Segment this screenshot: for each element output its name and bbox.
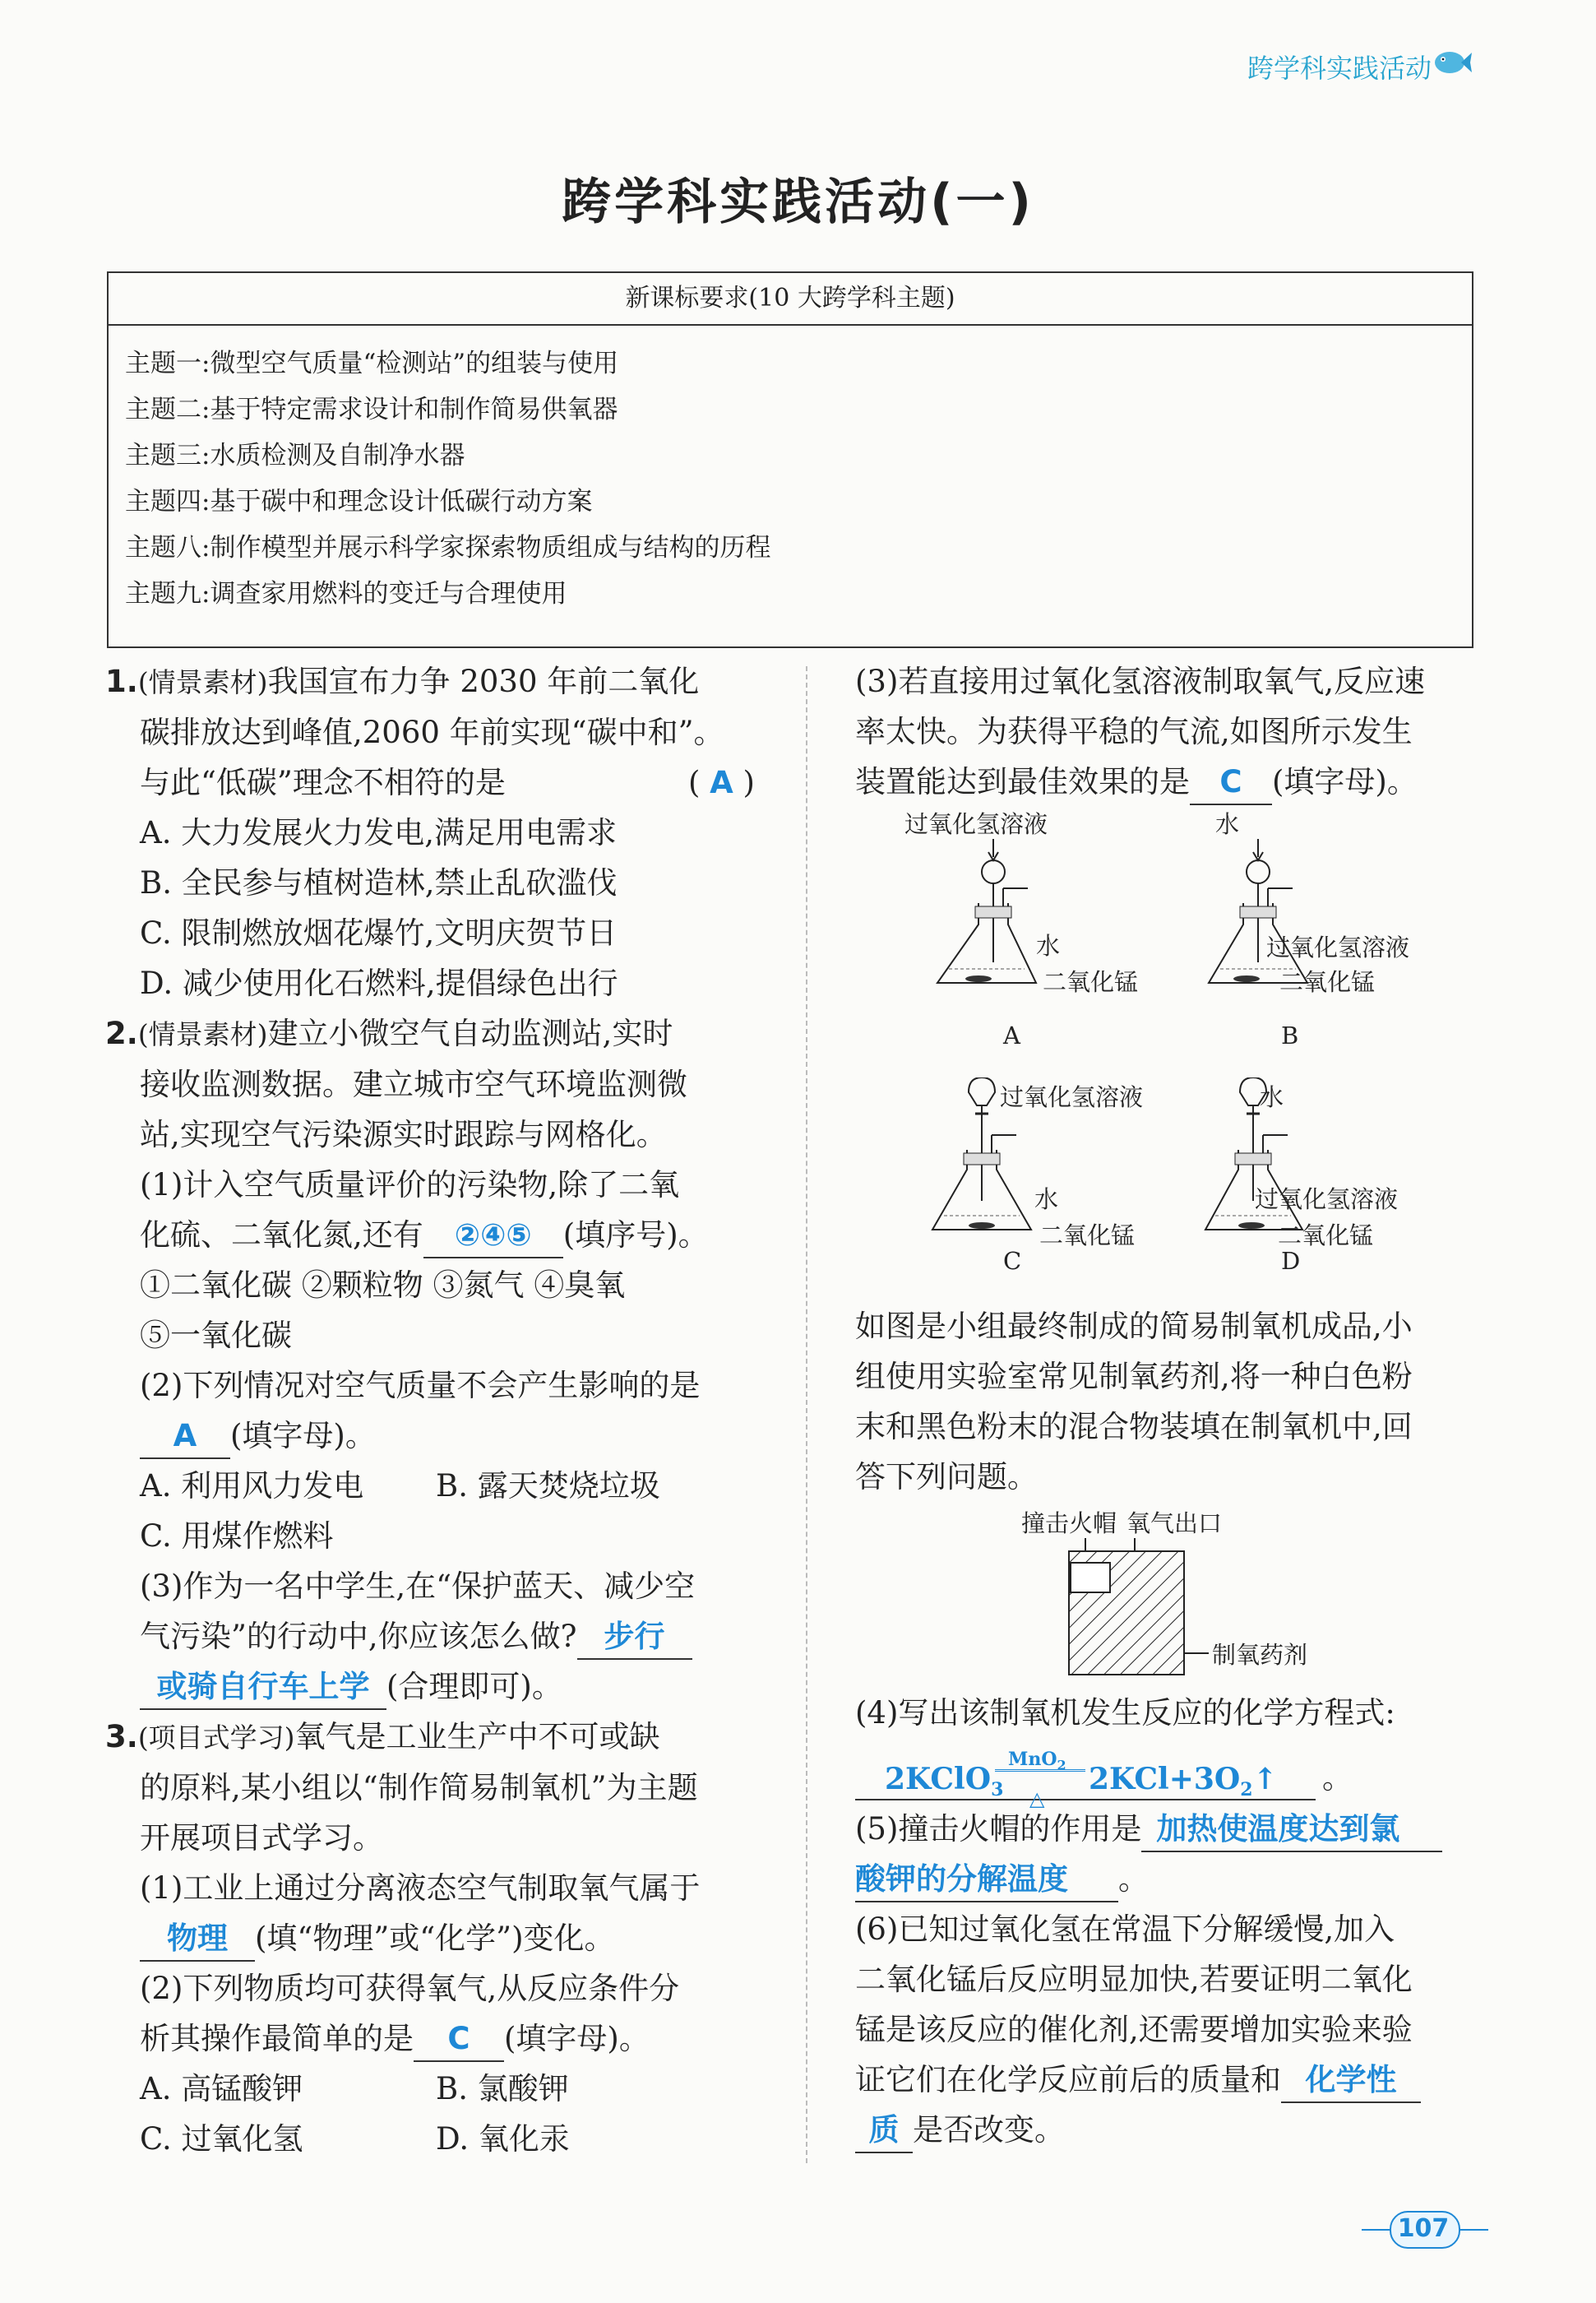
q3-part5-text: (5)撞击火帽的作用是 xyxy=(855,1811,1142,1847)
flask-a-top-label: 过氧化氢溶液 xyxy=(904,810,1048,838)
flask-d-bot-label: 二氧化锰 xyxy=(1278,1221,1374,1249)
q2-tag: (情景素材) xyxy=(137,1018,268,1050)
q3-part3-text: (填字母)。 xyxy=(1272,764,1418,799)
q3-number: 3. xyxy=(105,1719,138,1754)
q1-answer-bracket: ( A ) xyxy=(687,765,755,800)
q2-part3-line3 xyxy=(105,1661,763,1712)
q3-part5-answer: 酸钾的分解温度 xyxy=(855,1861,1068,1897)
q3-part2-text: 析其操作最简单的是 xyxy=(140,2021,414,2056)
q3-part6-text: 证它们在化学反应前后的质量和 xyxy=(855,2062,1281,2097)
q2-part3-answer: 步行 xyxy=(604,1619,665,1654)
equation-subscript: 2 xyxy=(1240,1779,1253,1801)
q3-part1-text: (1)工业上通过分离液态空气制取氧气属于 xyxy=(140,1870,701,1906)
requirement-item: 主题四:基于碳中和理念设计低碳行动方案 xyxy=(125,487,593,517)
q1-option: C. 限制燃放烟花爆竹,文明庆贺节日 xyxy=(140,915,618,951)
machine-intro xyxy=(855,1301,1480,1502)
q3-text: 的原料,某小组以“制作简易制氧机”为主题 xyxy=(140,1770,698,1805)
flask-b-mid-label: 过氧化氢溶液 xyxy=(1266,934,1410,962)
q2-part3-blank xyxy=(140,1666,386,1710)
machine-intro-text: 如图是小组最终制成的简易制氧机成品,小 xyxy=(855,1309,1413,1344)
requirement-item: 主题一:微型空气质量“检测站”的组装与使用 xyxy=(125,349,619,378)
q2-part2-line2 xyxy=(105,1411,763,1461)
q2-part1-answer: ②④⑤ xyxy=(454,1217,532,1253)
q3-part2-option: B. 氯酸钾 xyxy=(436,2071,569,2106)
q3-part1-blank xyxy=(140,1917,255,1962)
q2-part2-option: C. 用煤作燃料 xyxy=(140,1518,334,1554)
q3-part6-blank xyxy=(1281,2059,1421,2103)
q3-part3-text: 率太快。为获得平稳的气流,如图所示发生 xyxy=(855,714,1413,749)
q3-text: 氧气是工业生产中不可或缺 xyxy=(294,1719,660,1754)
apparatus-figure xyxy=(855,806,1480,1300)
flask-c-mid-label: 水 xyxy=(1034,1185,1059,1213)
requirement-item: 主题九:调查家用燃料的变迁与合理使用 xyxy=(125,579,567,609)
q3-part6-text: (6)已知过氧化氢在常温下分解缓慢,加入 xyxy=(855,1911,1395,1947)
machine-cap-label: 撞击火帽 xyxy=(1021,1509,1117,1537)
q2-part3-blank xyxy=(577,1615,692,1660)
fish-logo-icon xyxy=(1432,43,1473,81)
q2-part1-text: (填序号)。 xyxy=(562,1217,709,1253)
q1-tag: (情景素材) xyxy=(137,666,268,698)
machine-intro-text: 答下列问题。 xyxy=(855,1459,1038,1494)
running-header: 跨学科实践活动 xyxy=(1247,53,1432,84)
q3-line1 xyxy=(105,1712,763,1763)
q1-text: 碳排放达到峰值,2060 年前实现“碳中和”。 xyxy=(140,715,724,750)
q3-part4-equation-line xyxy=(855,1738,1480,1810)
flask-d-mid-label: 过氧化氢溶液 xyxy=(1255,1185,1399,1213)
q2-text: 建立小微空气自动监测站,实时 xyxy=(267,1016,673,1051)
equation-catalyst-text: MnO xyxy=(1008,1749,1057,1770)
q3-part2-option: C. 过氧化氢 xyxy=(140,2121,303,2157)
q3-part5-answer: 加热使温度达到氯 xyxy=(1156,1811,1400,1847)
q1-text: 与此“低碳”理念不相符的是 xyxy=(140,765,506,800)
q2-part1-options: ①二氧化碳 ②颗粒物 ③氮气 ④臭氧 xyxy=(140,1267,626,1303)
equation-product-text: 2KCl+3O xyxy=(1089,1762,1241,1796)
q2-part2-option: B. 露天焚烧垃圾 xyxy=(436,1468,660,1504)
q2-part2-option: A. 利用风力发电 xyxy=(140,1468,364,1504)
flask-c-top-label: 过氧化氢溶液 xyxy=(1000,1083,1144,1111)
q2-part1-text: 化硫、二氧化氮,还有 xyxy=(140,1217,423,1253)
machine-intro-text: 末和黑色粉末的混合物装填在制氧机中,回 xyxy=(855,1409,1413,1444)
q1-text: 我国宣布力争 2030 年前二氧化 xyxy=(267,664,700,699)
q3-parts-4-6 xyxy=(855,1688,1480,2155)
left-column xyxy=(105,656,763,2164)
machine-agent-label: 制氧药剂 xyxy=(1212,1641,1308,1669)
q2-part2-options xyxy=(105,1461,763,1511)
q2-part3-text: (合理即可)。 xyxy=(386,1669,562,1704)
equation-product xyxy=(1089,1754,1278,1815)
q3-part2-line2 xyxy=(105,2013,763,2064)
machine-intro-text: 组使用实验室常见制氧药剂,将一种白色粉 xyxy=(855,1359,1413,1394)
oxygen-machine-diagram xyxy=(1061,1538,1225,1686)
flask-b-bot-label: 二氧化锰 xyxy=(1279,968,1376,996)
equation-subscript: 3 xyxy=(991,1779,1004,1801)
q2-part1-text: (1)计入空气质量评价的污染物,除了二氧 xyxy=(140,1167,680,1202)
q2-part3-answer: 或骑自行车上学 xyxy=(156,1669,370,1704)
flask-a-bot-label: 二氧化锰 xyxy=(1043,968,1139,996)
flask-c-letter: C xyxy=(1003,1247,1022,1275)
flask-b-letter: B xyxy=(1281,1022,1299,1050)
right-column xyxy=(855,656,1480,807)
q3-part6-answer: 质 xyxy=(868,2112,900,2148)
column-divider xyxy=(806,666,807,2163)
q3-part3-text: 装置能达到最佳效果的是 xyxy=(855,764,1190,799)
q3-part6-text: 二氧化锰后反应明显加快,若要证明二氧化 xyxy=(855,1962,1413,1997)
equation-arrow-bar xyxy=(995,1769,1085,1772)
q3-part5-text: 。 xyxy=(1118,1861,1149,1897)
q3-part2-option: A. 高锰酸钾 xyxy=(140,2071,303,2106)
q2-number: 2. xyxy=(105,1016,138,1051)
q3-part6-line4 xyxy=(855,2055,1480,2105)
q1-option: B. 全民参与植树造林,禁止乱砍滥伐 xyxy=(140,865,618,901)
q3-tag: (项目式学习) xyxy=(137,1721,295,1754)
equation-subscript: 2 xyxy=(1057,1757,1066,1773)
q1-answer: A xyxy=(710,765,733,800)
flask-d-top-label: 水 xyxy=(1260,1083,1284,1111)
equation-reactant xyxy=(885,1754,1003,1815)
q2-part1-options: ⑤一氧化碳 xyxy=(140,1318,292,1353)
q3-part2-options xyxy=(105,2114,763,2164)
requirement-item: 主题八:制作模型并展示科学家探索物质组成与结构的历程 xyxy=(125,533,771,563)
requirements-heading: 新课标要求(10 大跨学科主题) xyxy=(109,273,1472,326)
requirements-box xyxy=(107,271,1473,648)
q3-part4-text: 。 xyxy=(1322,1760,1353,1796)
q3-part3-line3 xyxy=(855,757,1480,807)
q2-part3-line2 xyxy=(105,1611,763,1661)
q1-line1 xyxy=(105,656,763,707)
q3-part2-option: D. 氧化汞 xyxy=(436,2121,570,2157)
q3-part3-answer: C xyxy=(1219,764,1242,799)
q2-part2-answer: A xyxy=(173,1418,197,1453)
q1-line3 xyxy=(105,758,763,808)
q2-part1-line2 xyxy=(105,1210,763,1260)
q1-number: 1. xyxy=(105,664,138,699)
q1-option: A. 大力发展火力发电,满足用电需求 xyxy=(140,815,618,850)
flask-a-diagram xyxy=(921,839,1044,1003)
q2-text: 站,实现空气污染源实时跟踪与网格化。 xyxy=(140,1117,667,1152)
q2-part2-text: (2)下列情况对空气质量不会产生影响的是 xyxy=(140,1368,701,1403)
q3-part3-blank xyxy=(1190,761,1272,805)
q3-part6-text: 是否改变。 xyxy=(913,2112,1065,2148)
q3-part6-answer: 化学性 xyxy=(1305,2062,1397,2097)
q3-part6-text: 锰是该反应的催化剂,还需要增加实验来验 xyxy=(855,2012,1413,2047)
requirement-item: 主题二:基于特定需求设计和制作简易供氧器 xyxy=(125,395,618,424)
requirements-list xyxy=(109,326,1472,617)
q3-text: 开展项目式学习。 xyxy=(140,1820,383,1856)
flask-b-top-label: 水 xyxy=(1215,810,1240,838)
q3-part2-text: (2)下列物质均可获得氧气,从反应条件分 xyxy=(140,1971,680,2006)
q3-part1-answer: 物理 xyxy=(167,1921,228,1956)
q3-part4-text: (4)写出该制氧机发生反应的化学方程式: xyxy=(855,1695,1395,1731)
flask-a-letter: A xyxy=(1003,1022,1020,1050)
q2-text: 接收监测数据。建立城市空气环境监测微 xyxy=(140,1067,687,1102)
q3-part5-line2 xyxy=(855,1854,1480,1904)
q2-part1-blank xyxy=(423,1214,563,1258)
equation-reactant-text: 2KClO xyxy=(885,1762,992,1796)
page-number: 107 xyxy=(1397,2214,1450,2243)
q2-part2-text: (填字母)。 xyxy=(230,1418,376,1453)
q3-part1-text: (填“物理”或“化学”)变化。 xyxy=(255,1921,615,1956)
q2-part3-text: 气污染”的行动中,你应该怎么做? xyxy=(140,1619,577,1654)
requirement-item: 主题三:水质检测及自制净水器 xyxy=(125,441,465,470)
machine-outlet-label: 氧气出口 xyxy=(1126,1509,1223,1537)
q3-part5-blank xyxy=(855,1858,1118,1902)
q3-part6-blank xyxy=(855,2109,913,2153)
q3-part6-line5 xyxy=(855,2105,1480,2155)
gas-arrow-icon: ↑ xyxy=(1252,1762,1278,1796)
q1-option: D. 减少使用化石燃料,提倡绿色出行 xyxy=(140,966,618,1001)
oxygen-machine-figure xyxy=(1011,1505,1357,1703)
q2-part3-text: (3)作为一名中学生,在“保护蓝天、减少空 xyxy=(140,1569,696,1604)
q2-part2-blank xyxy=(140,1415,230,1459)
page-title: 跨学科实践活动(一) xyxy=(562,174,1034,231)
q3-part2-blank xyxy=(414,2018,504,2062)
q3-part2-options xyxy=(105,2064,763,2114)
flask-a-mid-label: 水 xyxy=(1036,932,1061,960)
heat-symbol-icon: △ xyxy=(1029,1787,1045,1810)
q3-part2-answer: C xyxy=(447,2021,470,2056)
flask-c-bot-label: 二氧化锰 xyxy=(1039,1221,1136,1249)
flask-d-letter: D xyxy=(1281,1247,1301,1275)
q3-part2-text: (填字母)。 xyxy=(504,2021,650,2056)
q3-part3-text: (3)若直接用过氧化氢溶液制取氧气,反应速 xyxy=(855,664,1426,699)
q2-line1 xyxy=(105,1008,763,1059)
q3-part1-line2 xyxy=(105,1913,763,1963)
